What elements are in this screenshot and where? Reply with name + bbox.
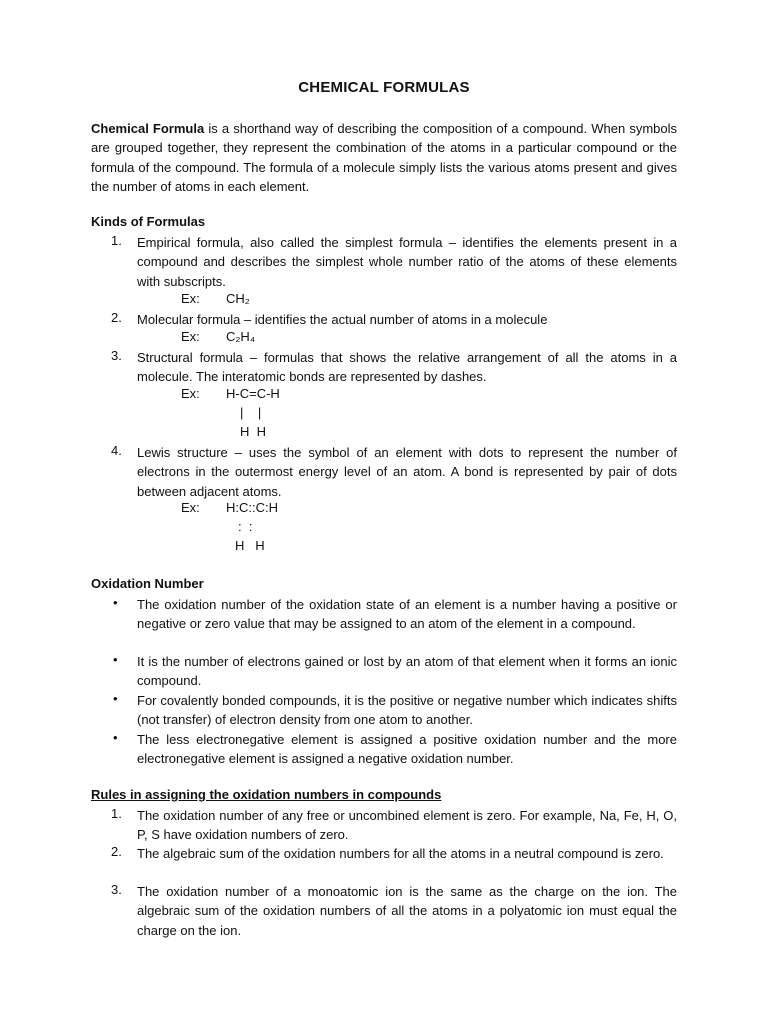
example-formula: CH₂ (226, 291, 250, 306)
kinds-item-text: Lewis structure – uses the symbol of an element with dots to represent the number of electrons in the outermost energy level of an atom. A bond is represented by pair of dots between adjacent atoms. (137, 445, 677, 499)
intro-paragraph (91, 119, 677, 196)
rules-item-text: The oxidation number of a monoatomic ion is the same as the charge on the ion. The algebraic sum of the oxidation numbers of all the atoms in a polyatomic ion must equal the charge on the ion. (137, 884, 677, 938)
example-label: Ex: (181, 291, 200, 306)
kinds-item-number: 3. (111, 348, 122, 363)
kinds-item-text: Empirical formula, also called the simplest formula – identifies the elements present in a compound and describes the simplest whole number ratio of the atoms of these elements with subscripts. (137, 235, 677, 289)
rules-item-text: The algebraic sum of the oxidation numbers for all the atoms in a neutral compound is zero. (137, 846, 664, 861)
bullet-marker: • (113, 595, 118, 610)
example-label: Ex: (181, 329, 200, 344)
rules-item-number: 2. (111, 844, 122, 859)
lewis-structure-hydrogens: H H (235, 538, 265, 553)
example-label: Ex: (181, 386, 200, 401)
intro-text: is a shorthand way of describing the composition of a compound. When symbols are grouped together, they represent the combination of the atoms in a particular compound or the formula of the compound. The formula of a molecule simply lists the various atoms present and gives the number of atoms in each element. (91, 121, 677, 194)
oxidation-heading: Oxidation Number (91, 576, 204, 591)
example-formula: C₂H₄ (226, 329, 256, 344)
oxidation-bullet: It is the number of electrons gained or lost by an atom of that element when it forms an ionic compound. (137, 654, 677, 689)
rules-item-number: 1. (111, 806, 122, 821)
example-label: Ex: (181, 500, 200, 515)
rules-item-text: The oxidation number of any free or uncombined element is zero. For example, Na, Fe, H, O, P, S have oxidation numbers of zero. (137, 808, 677, 843)
intro-term: Chemical Formula (91, 121, 205, 136)
oxidation-bullet: The oxidation number of the oxidation state of an element is a number having a positive or negative or zero value that may be assigned to an atom of the element in a compound. (137, 597, 677, 632)
oxidation-bullet: For covalently bonded compounds, it is the positive or negative number which indicates shifts (not transfer) of electron density from one atom to another. (137, 693, 677, 728)
kinds-heading: Kinds of Formulas (91, 214, 206, 229)
kinds-item-number: 2. (111, 310, 122, 325)
rules-heading: Rules in assigning the oxidation numbers in compounds (91, 787, 442, 802)
structural-formula-hydrogens: H H (240, 424, 266, 439)
rules-item-number: 3. (111, 882, 122, 897)
structural-formula-bonds: | | (240, 405, 262, 420)
kinds-item-number: 4. (111, 443, 122, 458)
bullet-marker: • (113, 691, 118, 706)
kinds-item-number: 1. (111, 233, 122, 248)
lewis-structure-line: H:C::C:H (226, 500, 278, 515)
lewis-structure-dots: : : (238, 519, 253, 534)
kinds-item-text: Structural formula – formulas that shows the relative arrangement of all the atoms in a molecule. The interatomic bonds are represented by dashes. (137, 350, 677, 385)
bullet-marker: • (113, 652, 118, 667)
oxidation-bullet: The less electronegative element is assigned a positive oxidation number and the more electronegative element is assigned a negative oxidation number. (137, 732, 677, 767)
kinds-item-text: Molecular formula – identifies the actual number of atoms in a molecule (137, 312, 548, 327)
structural-formula-line: H-C=C-H (226, 386, 280, 401)
page-title: CHEMICAL FORMULAS (298, 79, 470, 96)
bullet-marker: • (113, 730, 118, 745)
